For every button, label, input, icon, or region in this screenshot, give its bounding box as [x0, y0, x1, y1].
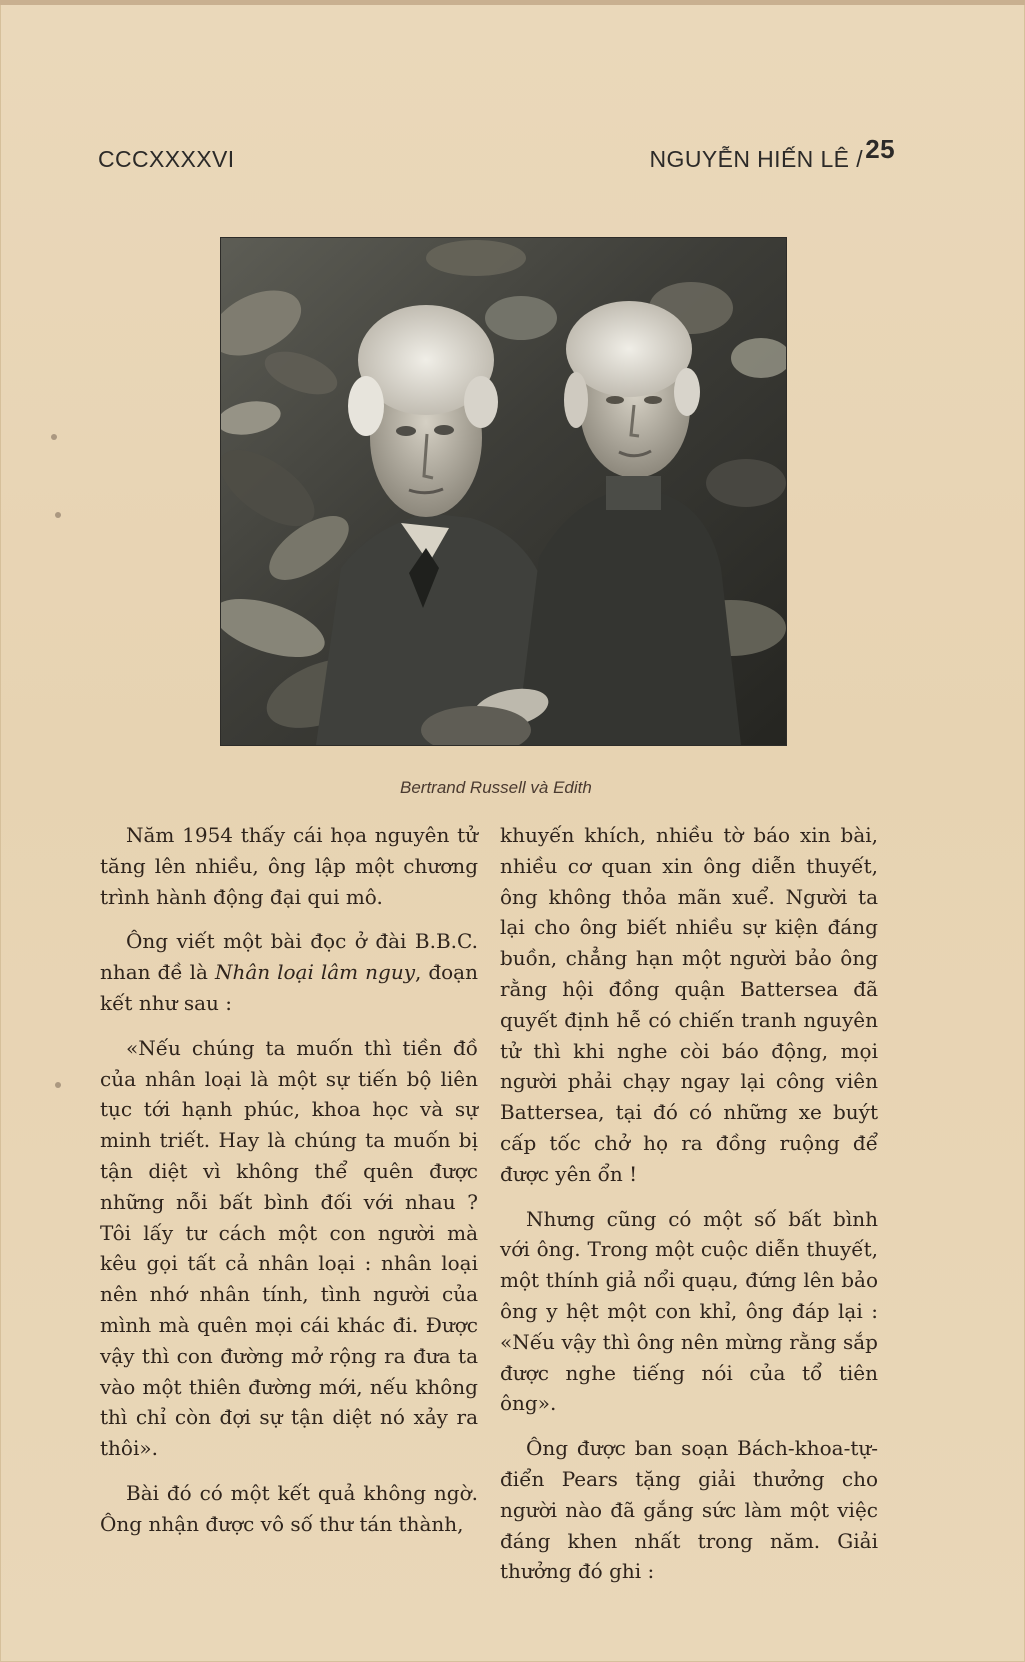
right-paragraph-1: khuyến khích, nhiều tờ báo xin bài, nhiều cơ quan xin ông diễn thuyết, ông không thỏa mãn xuể. Người ta lại cho ông biết nhiều sự kiện đáng buồn, chẳng hạn một người bảo ông rằng hội đồng quận Battersea đã quyết định hễ có chiến tranh nguyên tử thì khi nghe còi báo động, mọi người phải chạy ngay lại công viên Battersea, tại đó có những xe buýt cấp tốc chở họ ra đồng ruộng để được yên ổn ! — [500, 823, 878, 1186]
right-paragraph-3: Ông được ban soạn Bách-khoa-tự-điển Pears tặng giải thưởng cho người nào đã gắng sức làm một việc đáng khen nhất trong năm. Giải thưởng đó ghi : — [500, 1436, 878, 1584]
author-name: NGUYỄN HIẾN LÊ / — [649, 146, 863, 172]
left-text-column — [100, 820, 478, 1554]
photo-caption: Bertrand Russell và Edith — [400, 778, 592, 797]
page-number: 25 — [865, 134, 895, 164]
chapter-number: CCCXXXXVI — [98, 146, 235, 172]
left-paragraph-2-before: Ông viết một bài đọc ở đài B.B.C. nhan đề là — [100, 929, 478, 985]
page-header — [98, 134, 895, 178]
quoted-speech: «Nếu chúng ta muốn thì tiền đồ của nhân loại là một sự tiến bộ liên tục tới hạnh phúc, khoa học và sự minh triết. Hay là chúng ta muốn bị tận diệt vì không thể quên được những nỗi bất bình đối với nhau ? Tôi lấy tư cách một con người mà kêu gọi tất cả nhân loại : nhân loại nên nhớ nhân tính, tình người của mình mà quên mọi cái khác đi. Được vậy thì con đường mở rộng ra đưa ta vào một thiên đường mới, nếu không thì chỉ còn đợi sự tận diệt nó xảy ra thôi». — [100, 1035, 478, 1461]
portrait-photo — [220, 237, 787, 746]
photo-illustration — [221, 238, 786, 745]
paper-speck — [51, 434, 57, 440]
right-text-column — [500, 820, 878, 1601]
left-paragraph-4: Bài đó có một kết quả không ngờ. Ông nhận được vô số thư tán thành, — [100, 1480, 478, 1536]
paper-speck — [55, 1082, 61, 1088]
page-edge — [0, 0, 1025, 5]
paper-speck — [55, 512, 61, 518]
speech-title: Nhân loại lâm nguy — [214, 960, 415, 985]
left-paragraph-1: Năm 1954 thấy cái họa nguyên tử tăng lên nhiều, ông lập một chương trình hành động đại qui mô. — [100, 823, 478, 909]
left-paragraph-2-after: , đoạn kết như sau : — [100, 960, 478, 1015]
left-paragraph-2 — [100, 926, 478, 1018]
right-paragraph-2: Nhưng cũng có một số bất bình với ông. Trong một cuộc diễn thuyết, một thính giả nổi quạu, đứng lên bảo ông y hệt một con khỉ, ông đáp lại : «Nếu vậy thì ông nên mừng rằng sắp được nghe tiếng nói của tổ tiên ông». — [500, 1206, 878, 1416]
